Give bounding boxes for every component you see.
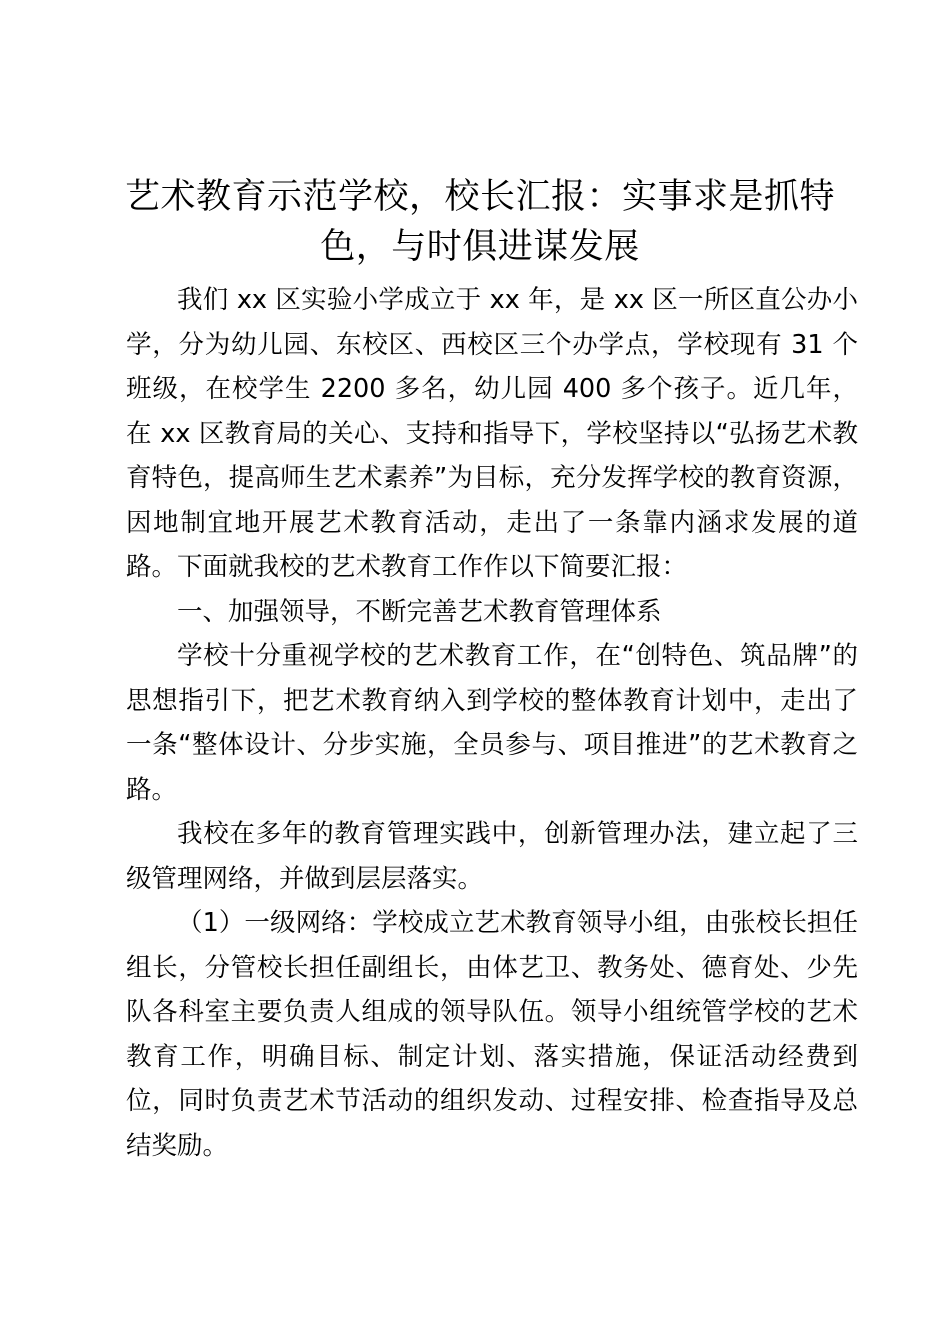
section-heading-1: 一、加强领导，不断完善艺术教育管理体系	[177, 596, 662, 627]
paragraph-intro: 我们 xx 区实验小学成立于 xx 年，是 xx 区一所区直公办小学，分为幼儿园、东校区、西校区三个办学点，学校现有 31 个班级，在校学生 2200 多名，幼儿园 400 多个孩子。近几年，在 xx 区教育局的关心、支持和指导下，学校坚持以“弘扬艺术教育特色，提高师生艺术素养”为目标，充分发挥学校的教育资源，因地制宜地开展艺术教育活动，走出了一条靠内涵求发展的道路。下面就我校的艺术教育工作作以下简要汇报：	[126, 285, 858, 582]
document-body	[126, 278, 858, 1168]
document-title: 艺术教育示范学校，校长汇报：实事求是抓特色，与时俱进谋发展	[124, 177, 835, 267]
paragraph-management: 我校在多年的教育管理实践中，创新管理办法，建立起了三级管理网络，并做到层层落实。	[126, 819, 858, 894]
paragraph-level-1-network: （1）一级网络：学校成立艺术教育领导小组，由张校长担任组长，分管校长担任副组长，由体艺卫、教务处、德育处、少先队各科室主要负责人组成的领导队伍。领导小组统管学校的艺术教育工作，明确目标、制定计划、落实措施，保证活动经费到位，同时负责艺术节活动的组织发动、过程安排、检查指导及总结奖励。	[126, 908, 858, 1161]
paragraph-section-1: 学校十分重视学校的艺术教育工作，在“创特色、筑品牌”的思想指引下，把艺术教育纳入到学校的整体教育计划中，走出了一条“整体设计、分步实施，全员参与、项目推进”的艺术教育之路。	[126, 641, 858, 805]
